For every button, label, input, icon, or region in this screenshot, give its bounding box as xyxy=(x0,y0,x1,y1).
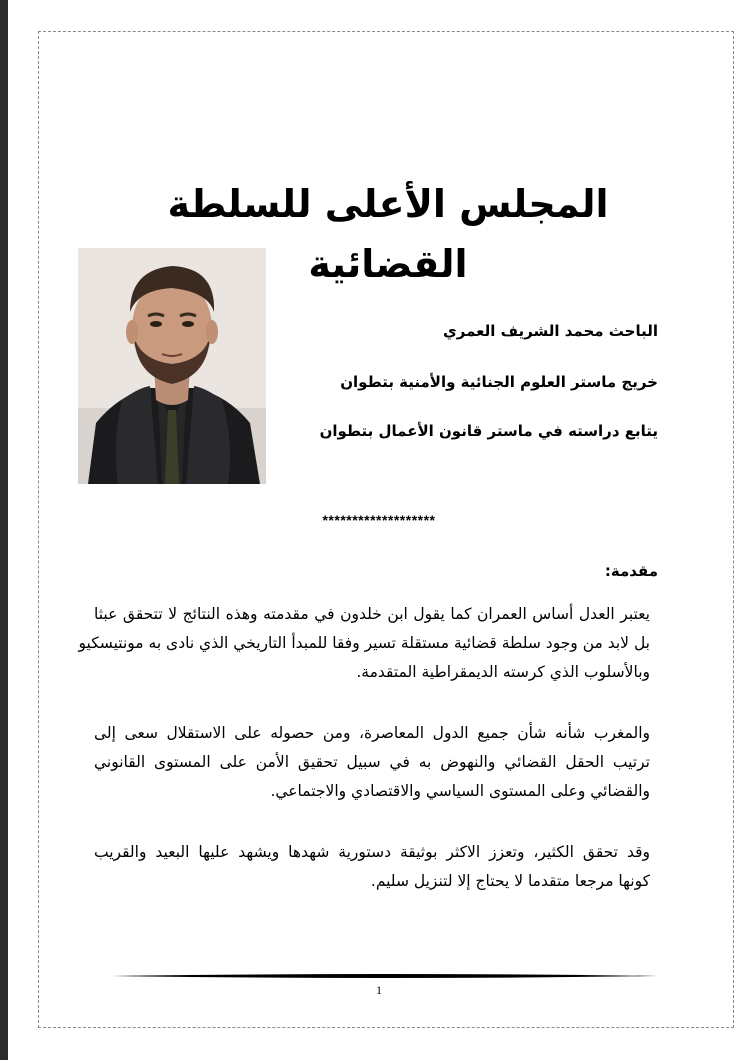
paragraph-line: يعتبر العدل أساس العمران كما يقول ابن خلدون في مقدمته وهذه النتائج لا تتحقق عبثا xyxy=(94,605,650,623)
section-heading-introduction: مقدمة: xyxy=(604,562,658,580)
separator-stars: ******************* xyxy=(322,512,436,528)
paragraph-line: والقضائي وعلى المستوى السياسي والاقتصادي والاجتماعي. xyxy=(270,782,650,800)
paragraph-line: والمغرب شأنه شأن جميع الدول المعاصرة، ومن حصوله على الاستقلال سعى إلى xyxy=(94,724,650,742)
paragraph-2 xyxy=(94,719,650,806)
document-page xyxy=(8,0,750,1060)
page-number: 1 xyxy=(376,983,382,997)
paragraph-1 xyxy=(78,600,650,687)
footer-rule xyxy=(112,972,658,980)
paragraph-line: وبالأسلوب الذي كرسته الديمقراطية المتقدمة. xyxy=(356,663,650,681)
paragraph-line: وقد تحقق الكثير، وتعزز الاكثر بوثيقة دستورية شهدها ويشهد عليها البعيد والقريب xyxy=(94,843,650,861)
author-degree: خريج ماستر العلوم الجنائية والأمنية بتطوان xyxy=(340,373,658,391)
document-title: المجلس الأعلى للسلطة القضائية xyxy=(167,182,609,286)
paragraph-line: كونها مرجعا متقدما لا يحتاج إلا لتنزيل سليم. xyxy=(370,872,650,890)
paragraph-line: ترتيب الحقل القضائي والنهوض به في سبيل تحقيق الأمن على المستوى القانوني xyxy=(94,753,650,771)
author-photo xyxy=(78,248,266,484)
author-current-study: يتابع دراسته في ماستر قانون الأعمال بتطوان xyxy=(319,422,658,440)
paragraph-line: بل لابد من وجود سلطة قضائية مستقلة تسير وفقا للمبدأ التاريخي الذي نادى به مونتيسكيو xyxy=(78,634,650,652)
author-name: الباحث محمد الشريف العمري xyxy=(443,322,658,340)
paragraph-3 xyxy=(94,838,650,896)
